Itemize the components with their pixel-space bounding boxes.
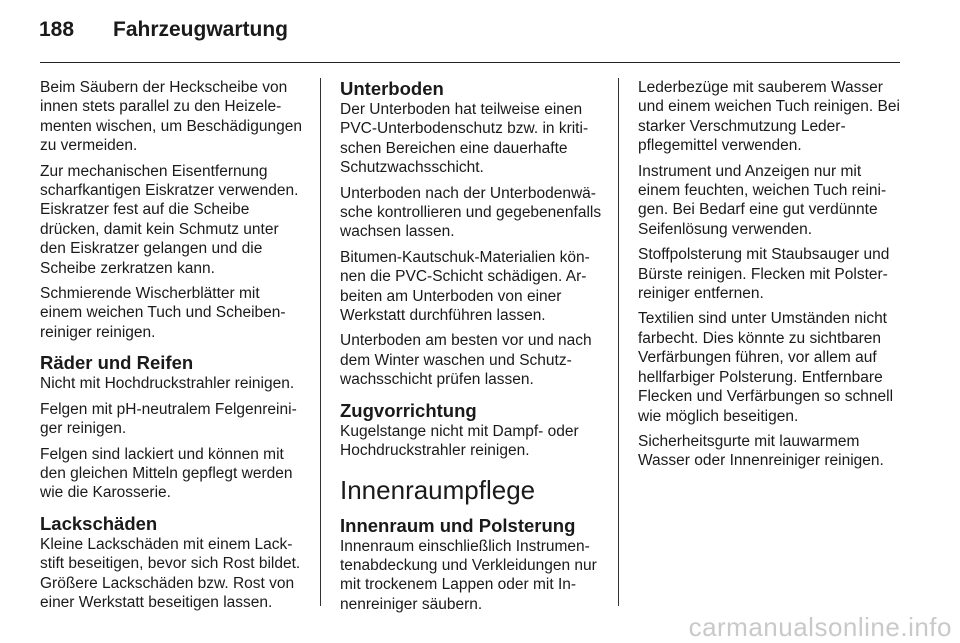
paragraph: Kleine Lackschäden mit einem Lackstift beseitigen, bevor sich Rost bildet. Größere Lackschäden bzw. Rost von einer Werkstatt beseitigen lassen. <box>40 535 301 611</box>
heading-unterboden: Unterboden <box>340 78 444 99</box>
paragraph: Instrument und Anzeigen nur mit einem feuchten, weichen Tuch reinigen. Bei Bedarf eine gut verdünnte Seifenlösung verwenden. <box>638 162 887 238</box>
column-right <box>638 78 904 477</box>
paragraph: Beim Säubern der Heckscheibe von innen stets parallel zu den Heizelementen wischen, um Beschädigungen zu vermeiden. <box>40 79 302 155</box>
paragraph: Schmierende Wischerblätter mit einem weichen Tuch und Scheibenreiniger reinigen. <box>40 285 286 341</box>
paragraph: Felgen sind lackiert und können mit den gleichen Mitteln gepflegt werden wie die Karosserie. <box>40 445 293 502</box>
paragraph: Felgen mit pH-neutralem Felgenreiniger reinigen. <box>40 400 297 438</box>
paragraph: Nicht mit Hochdruckstrahler reinigen. <box>40 375 295 393</box>
paragraph: Textilien sind unter Umständen nicht farbecht. Dies könnte zu sichtbaren Verfärbungen führen, vor allem auf hellfarbiger Polsterung. Entfernbare Flecken und Verfärbungen so schnell wie möglich beseitigen. <box>638 310 894 425</box>
page-title: Fahrzeugwartung <box>113 18 289 41</box>
page-number: 188 <box>39 18 75 41</box>
column-divider <box>618 78 619 606</box>
paragraph: Kugelstange nicht mit Dampf- oder Hochdruckstrahler reinigen. <box>340 422 579 460</box>
paragraph: Bitumen-Kautschuk-Materialien können die PVC-Schicht schädigen. Arbeiten am Unterboden von einer Werkstatt durchführen lassen. <box>340 248 590 325</box>
heading-zugvorrichtung: Zugvorrichtung <box>340 399 477 421</box>
column-middle <box>340 78 606 620</box>
paragraph: Der Unterboden hat teilweise einen PVC-Unterbodenschutz bzw. in kritischen Bereichen eine dauerhafte Schutzwachsschicht. <box>340 101 589 177</box>
header-rule <box>40 62 900 63</box>
heading-innenraumpflege: Innenraumpflege <box>340 474 536 505</box>
heading-innenraum-und-polsterung: Innenraum und Polsterung <box>340 514 576 536</box>
paragraph: Innenraum einschließlich Instrumentenabdeckung und Verkleidungen nur mit trockenem Lappen oder mit Innenreiniger säubern. <box>340 537 597 613</box>
paragraph: Stoffpolsterung mit Staubsauger und Bürste reinigen. Flecken mit Polsterreiniger entfernen. <box>638 246 890 303</box>
heading-lackschaeden: Lackschäden <box>40 512 158 534</box>
watermark: carmanualsonline.info <box>688 612 952 642</box>
paragraph: Unterboden nach der Unterbodenwäsche kontrollieren und gegebenenfalls wachsen lassen. <box>340 184 602 241</box>
paragraph: Lederbezüge mit sauberem Wasser und einem weichen Tuch reinigen. Bei starker Verschmutzung Lederpflegemittel verwenden. <box>638 79 900 155</box>
column-left <box>40 78 306 618</box>
page-header <box>39 18 288 48</box>
heading-raeder-und-reifen: Räder und Reifen <box>40 352 194 374</box>
column-divider <box>320 78 321 606</box>
paragraph: Sicherheitsgurte mit lauwarmem Wasser oder Innenreiniger reinigen. <box>638 432 884 470</box>
paragraph: Zur mechanischen Eisentfernung scharfkantigen Eiskratzer verwenden. Eiskratzer fest auf die Scheibe drücken, damit kein Schmutz unter den Eiskratzer gelangen und die Scheibe zerkratzen kann. <box>40 162 299 277</box>
paragraph: Unterboden am besten vor und nach dem Winter waschen und Schutzwachsschicht prüfen lassen. <box>340 332 592 389</box>
